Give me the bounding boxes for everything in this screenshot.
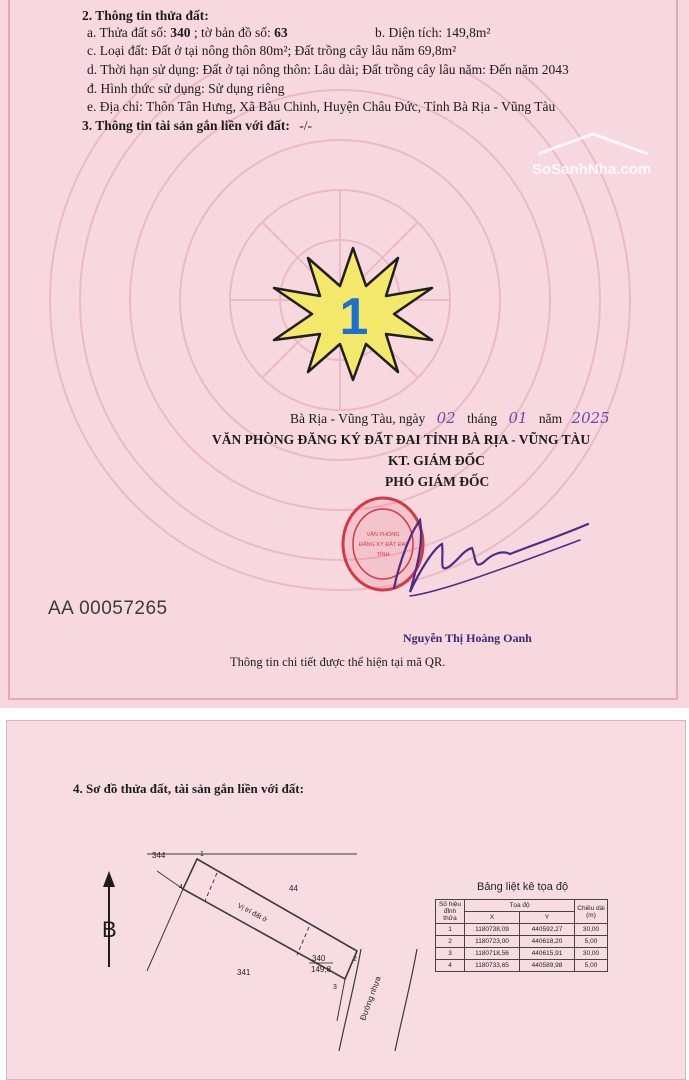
table-row bbox=[436, 948, 608, 960]
qr-note: Thông tin chi tiết được thể hiện tại mã QR. bbox=[230, 655, 446, 669]
sketch-heading: 4. Sơ đồ thửa đất, tài sản gắn liền với đất: bbox=[73, 781, 304, 796]
area-text: b. Diện tích: 149,8m² bbox=[375, 25, 491, 40]
row-length: 5,00 bbox=[575, 936, 608, 948]
parcel-number-label: 340 bbox=[312, 954, 326, 963]
svg-text:TỈNH: TỈNH bbox=[376, 552, 390, 558]
row-y: 440589,98 bbox=[520, 960, 575, 972]
table-row bbox=[436, 936, 608, 948]
row-point: 4 bbox=[436, 960, 465, 972]
row-point: 3 bbox=[436, 948, 465, 960]
parcel-line bbox=[87, 25, 288, 41]
vertex-3: 3 bbox=[333, 984, 337, 991]
row-x: 1180718,56 bbox=[465, 948, 520, 960]
parcel-address: e. Địa chỉ: Thôn Tân Hưng, Xã Bàu Chinh, Huyện Châu Đức, Tỉnh Bà Rịa - Vũng Tàu bbox=[87, 99, 556, 114]
row-x: 1180733,65 bbox=[465, 960, 520, 972]
place-date-prefix: Bà Rịa - Vũng Tàu, ngày bbox=[290, 411, 426, 426]
coords-table-title: Bảng liệt kê tọa độ bbox=[477, 881, 569, 893]
row-x: 1180738,09 bbox=[465, 924, 520, 936]
north-label: B bbox=[102, 917, 117, 942]
land-type: c. Loại đất: Đất ở tại nông thôn 80m²; Đất trồng cây lâu năm 69,8m² bbox=[87, 43, 457, 58]
coords-table bbox=[435, 899, 608, 972]
number-one-star-badge bbox=[268, 244, 438, 384]
sosanhnha-watermark bbox=[518, 128, 668, 188]
row-point: 1 bbox=[436, 924, 465, 936]
neighbor-44: 44 bbox=[289, 884, 298, 893]
deputy-director-title: PHÓ GIÁM ĐỐC bbox=[385, 474, 490, 489]
svg-text:VĂN PHÒNG: VĂN PHÒNG bbox=[366, 532, 400, 538]
map-sheet-prefix: ; tờ bản đồ số: bbox=[193, 25, 271, 40]
vertex-1: 1 bbox=[200, 851, 204, 858]
sign-year: 2025 bbox=[571, 409, 610, 427]
certificate-page-2 bbox=[6, 720, 686, 1080]
row-length: 5,00 bbox=[575, 960, 608, 972]
row-y: 440615,91 bbox=[520, 948, 575, 960]
svg-text:ĐĂNG KÝ ĐẤT ĐAI: ĐĂNG KÝ ĐẤT ĐAI bbox=[359, 542, 407, 548]
row-y: 440618,20 bbox=[520, 936, 575, 948]
certificate-serial: AA 00057265 bbox=[48, 598, 168, 619]
row-x: 1180723,00 bbox=[465, 936, 520, 948]
attached-assets-label: 3. Thông tin tài sản gắn liền với đất: bbox=[82, 118, 290, 133]
col-edge-header: Chiều dài (m) bbox=[575, 900, 608, 924]
row-y: 440592,27 bbox=[520, 924, 575, 936]
map-sheet-number: 63 bbox=[274, 25, 288, 40]
place-date-line bbox=[290, 410, 610, 427]
signer-name: Nguyễn Thị Hoàng Oanh bbox=[403, 631, 532, 645]
sign-day: 02 bbox=[436, 409, 456, 427]
badge-number: 1 bbox=[339, 288, 369, 346]
month-label: tháng bbox=[467, 411, 498, 426]
usage-form: đ. Hình thức sử dụng: Sử dụng riêng bbox=[87, 81, 285, 96]
col-coords-header: Tọa độ bbox=[465, 900, 575, 912]
parcel-area-label: 149,8 bbox=[311, 965, 332, 974]
vertex-2: 2 bbox=[353, 956, 357, 963]
sign-month: 01 bbox=[508, 409, 528, 427]
row-length: 30,00 bbox=[575, 948, 608, 960]
table-row bbox=[436, 960, 608, 972]
land-info-heading: 2. Thông tin thửa đất: bbox=[82, 8, 209, 23]
road-label: Đường nhựa bbox=[358, 975, 383, 1022]
kt-director: KT. GIÁM ĐỐC bbox=[388, 453, 485, 468]
handwritten-signature bbox=[380, 500, 600, 610]
col-point-header: Số hiệu đỉnh thửa bbox=[436, 900, 465, 924]
neighbor-344: 344 bbox=[152, 851, 166, 860]
neighbor-341: 341 bbox=[237, 968, 251, 977]
usage-duration: d. Thời hạn sử dụng: Đất ở tại nông thôn: Lâu dài; Đất trồng cây lâu năm: Đến năm 2043 bbox=[87, 62, 569, 77]
row-point: 2 bbox=[436, 936, 465, 948]
parcel-prefix: a. Thửa đất số: bbox=[87, 25, 167, 40]
attached-assets-value: -/- bbox=[299, 118, 313, 133]
col-y-header: Y bbox=[520, 912, 575, 924]
row-length: 30,00 bbox=[575, 924, 608, 936]
watermark-text: SoSanhNha.com bbox=[532, 161, 652, 178]
col-x-header: X bbox=[465, 912, 520, 924]
vertex-4: 4 bbox=[179, 884, 183, 891]
attached-assets-heading bbox=[82, 118, 312, 134]
office-name: VĂN PHÒNG ĐĂNG KÝ ĐẤT ĐAI TỈNH BÀ RỊA - VŨNG TÀU bbox=[212, 432, 591, 447]
north-arrow bbox=[102, 871, 117, 967]
table-row bbox=[436, 924, 608, 936]
parcel-number: 340 bbox=[170, 25, 191, 40]
year-label: năm bbox=[538, 411, 563, 426]
location-label: Vị trí đất ở bbox=[236, 902, 269, 925]
